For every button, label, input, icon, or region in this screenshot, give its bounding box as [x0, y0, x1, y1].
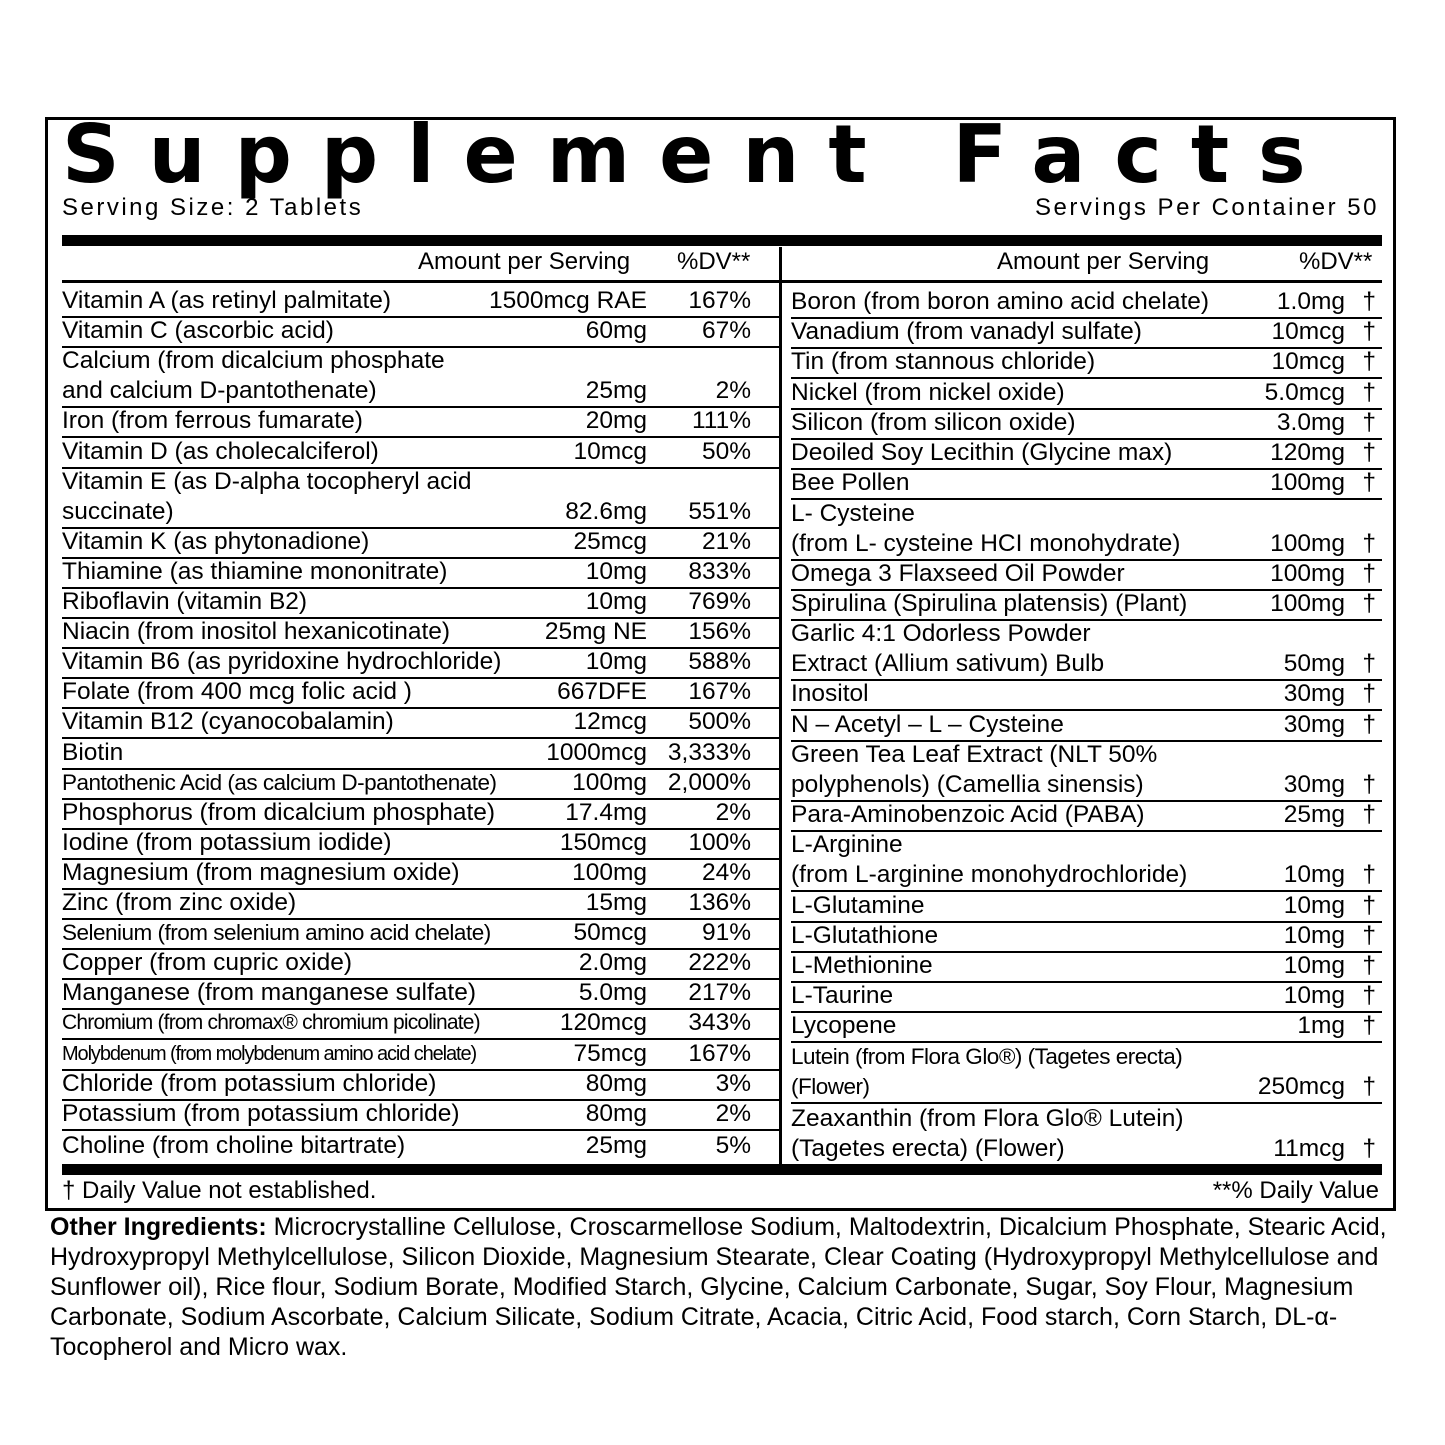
amount-per-serving: 12mcg: [573, 708, 647, 736]
amount-per-serving: 100mg: [572, 768, 647, 796]
daily-value: †: [1362, 650, 1376, 678]
amount-per-serving: 1000mcg: [546, 738, 647, 766]
daily-value: 343%: [688, 1009, 751, 1037]
nutrient-name-line: Vitamin B6 (as pyridoxine hydrochloride): [62, 648, 502, 676]
amount-per-serving: 60mg: [585, 317, 647, 345]
nutrient-name: [62, 617, 450, 647]
amount-per-serving: 1mg: [1297, 1012, 1345, 1040]
daily-value: 111%: [691, 407, 751, 435]
amount-per-serving: 10mcg: [1271, 318, 1345, 346]
amount-per-serving: 25mg: [1283, 801, 1345, 829]
nutrient-name-line: Magnesium (from magnesium oxide): [62, 858, 460, 886]
daily-value: †: [1362, 710, 1376, 738]
nutrient-row: [791, 709, 1382, 741]
nutrient-name: [791, 951, 933, 981]
nutrient-name: [62, 858, 460, 888]
nutrient-name-line: (Tagetes erecta) (Flower): [791, 1134, 1065, 1162]
nutrient-name-line: Bee Pollen: [791, 469, 910, 497]
top-thick-rule: [62, 235, 1382, 246]
nutrient-name-line: Potassium (from potassium chloride): [62, 1099, 460, 1127]
nutrient-row: [791, 408, 1382, 440]
amount-per-serving: 5.0mg: [578, 979, 647, 1007]
nutrient-name: [791, 499, 1180, 559]
daily-value: 833%: [688, 557, 751, 585]
amount-per-serving: 75mcg: [573, 1039, 647, 1067]
amount-per-serving: 10mg: [1283, 951, 1345, 979]
nutrient-name-line: Vitamin A (as retinyl palmitate): [62, 287, 392, 315]
nutrient-row: [62, 888, 779, 920]
nutrient-name: [62, 1069, 436, 1099]
nutrient-name-line: Iodine (from potassium iodide): [62, 828, 392, 856]
amount-per-serving: 5.0mcg: [1264, 378, 1345, 406]
other-ingredients-text: Microcrystalline Cellulose, Croscarmellose Sodium, Maltodextrin, Dicalcium Phosphate, Stearic Acid, Hydroxypropyl Methylcellulose, Silicon Dioxide, Magnesium Stearate, Clear Coating (Hydroxypropyl Methylcellulose and Sunflower oil), Rice flour, Sodium Borate, Modified Starch, Glycine, Calcium Carbonate, Sugar, Soy Flour, Magnesium Carbonate, Sodium Ascorbate, Calcium Silicate, Sodium Citrate, Acacia, Citric Acid, Food starch, Corn Starch, DL-α-Tocopherol and Micro wax.: [50, 1213, 1387, 1361]
nutrient-name-line: and calcium D-pantothenate): [62, 377, 377, 405]
daily-value: 222%: [688, 949, 751, 977]
nutrient-name-line: Garlic 4:1 Odorless Powder: [791, 620, 1091, 648]
nutrient-name-line: Lutein (from Flora Glo®) (Tagetes erecta): [791, 1043, 1183, 1069]
serving-size: Serving Size: 2 Tablets: [62, 194, 364, 221]
nutrient-name-line: Extract (Allium sativum) Bulb: [791, 650, 1105, 678]
nutrient-name-line: L-Arginine: [791, 831, 903, 859]
nutrient-name-line: (from L-arginine monohydrochloride): [791, 861, 1188, 889]
nutrient-name: [62, 677, 412, 707]
nutrient-name: [791, 378, 1065, 408]
servings-per-container: Servings Per Container 50: [1035, 194, 1379, 221]
nutrient-name: [62, 587, 307, 617]
nutrient-name-line: (Flower): [791, 1073, 870, 1099]
nutrient-name: [62, 738, 123, 768]
amount-per-serving: 10mg: [585, 648, 647, 676]
amount-per-serving: 25mg: [585, 1131, 647, 1159]
nutrient-name: [791, 981, 893, 1011]
nutrient-name: [62, 918, 491, 948]
amount-per-serving: 25mcg: [573, 527, 647, 555]
nutrient-name: [62, 437, 379, 467]
nutrient-name: [62, 527, 369, 557]
nutrient-name-line: Manganese (from manganese sulfate): [62, 979, 476, 1007]
other-ingredients-label: Other Ingredients:: [50, 1213, 267, 1241]
amount-per-serving: 100mg: [1270, 559, 1345, 587]
amount-per-serving: 10mg: [585, 557, 647, 585]
nutrient-name-line: Omega 3 Flaxseed Oil Powder: [791, 559, 1125, 587]
nutrient-name-line: Choline (from choline bitartrate): [62, 1131, 406, 1159]
nutrient-name-line: Zeaxanthin (from Flora Glo® Lutein): [791, 1104, 1184, 1132]
nutrient-name: [62, 286, 391, 316]
nutrient-name: [791, 287, 1209, 317]
nutrient-name-line: polyphenols) (Camellia sinensis): [791, 770, 1144, 798]
nutrient-name-line: Calcium (from dicalcium phosphate: [62, 347, 445, 375]
dagger-footnote: † Daily Value not established.: [62, 1177, 377, 1204]
right-dv-header: %DV**: [1299, 248, 1373, 275]
amount-per-serving: 100mg: [1270, 589, 1345, 617]
daily-value: 3,333%: [667, 738, 751, 766]
nutrient-name: [62, 1008, 480, 1038]
nutrient-row: [62, 467, 779, 529]
column-divider: [779, 247, 782, 1164]
nutrient-row: [62, 346, 779, 408]
nutrient-row: [791, 468, 1382, 500]
nutrient-row: [62, 948, 779, 980]
nutrient-name-line: succinate): [62, 497, 174, 525]
daily-value: 100%: [688, 828, 751, 856]
nutrient-name-line: Vitamin D (as cholecalciferol): [62, 437, 379, 465]
nutrient-row: [791, 679, 1382, 711]
nutrient-name: [791, 468, 910, 498]
nutrient-name-line: L- Cysteine: [791, 499, 915, 527]
nutrient-row: [791, 1011, 1382, 1043]
nutrient-name-line: L-Taurine: [791, 982, 894, 1010]
amount-per-serving: 250mcg: [1257, 1072, 1345, 1100]
nutrient-name: [62, 948, 352, 978]
daily-value: 167%: [688, 287, 751, 315]
nutrient-name-line: Folate (from 400 mcg folic acid ): [62, 678, 412, 706]
daily-value: 769%: [688, 588, 751, 616]
amount-per-serving: 667DFE: [557, 678, 647, 706]
daily-value: †: [1362, 982, 1376, 1010]
daily-value: 2,000%: [667, 768, 751, 796]
daily-value: †: [1362, 529, 1376, 557]
nutrient-name-line: Boron (from boron amino acid chelate): [791, 288, 1210, 316]
nutrient-name: [62, 828, 392, 858]
daily-value: †: [1362, 951, 1376, 979]
nutrient-row: [62, 828, 779, 860]
nutrient-row: [62, 557, 779, 589]
nutrient-name: [791, 679, 869, 709]
nutrient-row: [62, 617, 779, 649]
nutrient-name-line: Molybdenum (from molybdenum amino acid chelate): [62, 1042, 477, 1065]
amount-per-serving: 3.0mg: [1276, 408, 1345, 436]
nutrient-name-line: Inositol: [791, 680, 869, 708]
daily-value: †: [1362, 348, 1376, 376]
nutrient-name: [791, 408, 1076, 438]
nutrient-row: [791, 1041, 1382, 1103]
nutrient-name: [62, 557, 447, 587]
amount-per-serving: 100mg: [1270, 469, 1345, 497]
nutrient-row: [62, 316, 779, 348]
nutrient-name: [62, 1131, 405, 1161]
nutrient-name-line: Vitamin K (as phytonadione): [62, 527, 370, 555]
nutrient-name: [791, 317, 1142, 347]
daily-value: 217%: [688, 979, 751, 1007]
nutrient-name-line: Vanadium (from vanadyl sulfate): [791, 318, 1142, 346]
nutrient-row: [62, 286, 779, 318]
nutrient-name-line: Chromium (from chromax® chromium picolinate): [62, 1011, 480, 1035]
nutrient-name-line: (from L- cysteine HCI monohydrate): [791, 529, 1181, 557]
daily-value: †: [1362, 378, 1376, 406]
nutrient-name-line: Iron (from ferrous fumarate): [62, 407, 363, 435]
amount-per-serving: 10mg: [585, 588, 647, 616]
nutrient-name-line: Vitamin E (as D-alpha tocopheryl acid: [62, 467, 472, 495]
daily-value: †: [1362, 288, 1376, 316]
nutrient-name: [791, 438, 1172, 468]
nutrient-name-line: Biotin: [62, 738, 124, 766]
nutrient-name: [791, 589, 1187, 619]
nutrient-row: [791, 951, 1382, 983]
nutrient-name-line: Tin (from stannous chloride): [791, 348, 1096, 376]
amount-per-serving: 11mcg: [1273, 1134, 1345, 1162]
nutrient-name-line: Chloride (from potassium chloride): [62, 1069, 437, 1097]
amount-per-serving: 30mg: [1283, 770, 1345, 798]
nutrient-name: [62, 467, 471, 527]
nutrient-row: [791, 921, 1382, 953]
amount-per-serving: 25mg: [585, 377, 647, 405]
nutrient-row: [791, 287, 1382, 319]
nutrient-row: [791, 317, 1382, 349]
nutrient-name: [791, 891, 924, 921]
nutrient-name-line: Phosphorus (from dicalcium phosphate): [62, 798, 496, 826]
daily-value: †: [1362, 1134, 1376, 1162]
nutrient-name-line: Vitamin B12 (cyanocobalamin): [62, 708, 394, 736]
nutrient-row: [62, 707, 779, 739]
left-dv-header: %DV**: [677, 248, 751, 275]
nutrient-name: [62, 1039, 476, 1069]
daily-value: †: [1362, 680, 1376, 708]
daily-value: 136%: [688, 889, 751, 917]
daily-value: †: [1362, 408, 1376, 436]
nutrient-name-line: N – Acetyl – L – Cysteine: [791, 710, 1064, 738]
nutrient-name-line: Niacin (from inositol hexanicotinate): [62, 618, 451, 646]
nutrient-row: [791, 378, 1382, 410]
nutrient-name: [62, 707, 394, 737]
nutrient-name: [791, 740, 1157, 800]
nutrient-row: [791, 438, 1382, 470]
nutrient-row: [791, 619, 1382, 681]
daily-value: 167%: [688, 1039, 751, 1067]
daily-value: 5%: [715, 1131, 751, 1159]
daily-value: †: [1362, 1012, 1376, 1040]
left-amount-header: Amount per Serving: [418, 248, 631, 275]
amount-per-serving: 100mg: [1270, 529, 1345, 557]
daily-value: 21%: [701, 527, 751, 555]
nutrient-name: [791, 830, 1187, 890]
dv-footnote: **% Daily Value: [1212, 1177, 1379, 1204]
amount-per-serving: 80mg: [585, 1069, 647, 1097]
daily-value: 3%: [715, 1069, 751, 1097]
daily-value: †: [1362, 318, 1376, 346]
daily-value: †: [1362, 439, 1376, 466]
amount-per-serving: 20mg: [585, 407, 647, 435]
nutrient-row: [62, 1069, 779, 1101]
right-amount-header: Amount per Serving: [997, 248, 1210, 275]
nutrient-name-line: L-Glutamine: [791, 891, 925, 919]
daily-value: †: [1362, 770, 1376, 798]
nutrient-name: [62, 346, 445, 406]
amount-per-serving: 82.6mg: [565, 497, 647, 525]
nutrient-row: [62, 1099, 779, 1131]
nutrient-name: [62, 316, 334, 346]
nutrient-name: [791, 1011, 896, 1041]
daily-value: 2%: [715, 377, 751, 405]
nutrient-row: [791, 559, 1382, 591]
nutrient-row: [62, 1129, 779, 1161]
amount-per-serving: 2.0mg: [578, 949, 647, 977]
nutrient-name: [791, 1042, 1182, 1102]
amount-per-serving: 10mcg: [1271, 348, 1345, 376]
nutrient-row: [62, 647, 779, 679]
daily-value: 2%: [715, 798, 751, 826]
nutrient-name-line: Zinc (from zinc oxide): [62, 889, 297, 917]
nutrient-name-line: Spirulina (Spirulina platensis) (Plant): [791, 589, 1188, 617]
daily-value: †: [1362, 891, 1376, 919]
nutrient-name-line: Thiamine (as thiamine mononitrate): [62, 557, 448, 585]
daily-value: 167%: [688, 678, 751, 706]
panel-title: Supplement Facts: [62, 108, 1335, 201]
nutrient-name: [62, 798, 495, 828]
amount-per-serving: 10mg: [1283, 891, 1345, 919]
nutrient-name-line: L-Methionine: [791, 951, 933, 979]
amount-per-serving: 15mg: [585, 889, 647, 917]
amount-per-serving: 10mg: [1283, 861, 1345, 889]
nutrient-name-line: Riboflavin (vitamin B2): [62, 588, 308, 616]
nutrient-row: [791, 498, 1382, 560]
daily-value: 50%: [701, 437, 751, 465]
nutrient-name: [791, 710, 1064, 740]
nutrient-name: [62, 647, 501, 677]
nutrient-row: [62, 768, 779, 800]
nutrient-name-line: Green Tea Leaf Extract (NLT 50%: [791, 740, 1158, 768]
nutrient-name-line: Silicon (from silicon oxide): [791, 408, 1076, 436]
amount-per-serving: 100mg: [572, 858, 647, 886]
nutrient-row: [791, 830, 1382, 892]
nutrient-name: [791, 800, 1145, 830]
nutrient-name: [62, 406, 363, 436]
nutrient-name-line: Selenium (from selenium amino acid chelate): [62, 920, 491, 946]
daily-value: 500%: [688, 708, 751, 736]
amount-per-serving: 10mcg: [573, 437, 647, 465]
nutrient-name: [791, 921, 938, 951]
amount-per-serving: 150mcg: [559, 828, 647, 856]
daily-value: 91%: [701, 919, 751, 947]
nutrient-name-line: Vitamin C (ascorbic acid): [62, 317, 334, 345]
nutrient-name: [791, 559, 1125, 589]
nutrient-name: [791, 347, 1095, 377]
nutrient-name-line: Deoiled Soy Lecithin (Glycine max): [791, 439, 1173, 466]
nutrient-row: [791, 740, 1382, 802]
amount-per-serving: 120mcg: [559, 1009, 647, 1037]
amount-per-serving: 120mg: [1270, 439, 1345, 466]
daily-value: 588%: [688, 648, 751, 676]
amount-per-serving: 80mg: [585, 1099, 647, 1127]
nutrient-row: [791, 589, 1382, 621]
nutrient-name-line: Lycopene: [791, 1012, 897, 1040]
amount-per-serving: 25mg NE: [544, 618, 647, 646]
nutrient-name-line: Nickel (from nickel oxide): [791, 378, 1065, 406]
amount-per-serving: 10mg: [1283, 921, 1345, 949]
nutrient-row: [62, 858, 779, 890]
daily-value: 24%: [701, 858, 751, 886]
nutrient-row: [791, 347, 1382, 379]
nutrient-row: [62, 677, 779, 709]
amount-per-serving: 50mg: [1283, 650, 1345, 678]
nutrient-row: [791, 1102, 1382, 1164]
nutrient-name: [791, 1104, 1184, 1164]
amount-per-serving: 30mg: [1283, 680, 1345, 708]
nutrient-name-line: Pantothenic Acid (as calcium D-pantothenate): [62, 769, 497, 795]
daily-value: 67%: [701, 317, 751, 345]
nutrient-name-line: Para-Aminobenzoic Acid (PABA): [791, 801, 1145, 829]
nutrient-name-line: L-Glutathione: [791, 921, 939, 949]
nutrient-name: [62, 888, 296, 918]
nutrient-row: [62, 1039, 779, 1071]
nutrient-name: [62, 978, 476, 1008]
daily-value: †: [1362, 861, 1376, 889]
nutrient-row: [791, 890, 1382, 922]
amount-per-serving: 10mg: [1283, 982, 1345, 1010]
nutrient-row: [62, 798, 779, 830]
daily-value: 2%: [715, 1099, 751, 1127]
other-ingredients: [50, 1212, 1390, 1362]
daily-value: †: [1362, 921, 1376, 949]
nutrient-row: [62, 1008, 779, 1040]
nutrient-name: [62, 1099, 460, 1129]
nutrient-row: [62, 587, 779, 619]
nutrient-row: [62, 918, 779, 950]
nutrient-row: [62, 738, 779, 770]
nutrient-row: [62, 527, 779, 559]
nutrient-row: [62, 978, 779, 1010]
nutrient-row: [791, 800, 1382, 832]
daily-value: †: [1362, 801, 1376, 829]
amount-per-serving: 30mg: [1283, 710, 1345, 738]
header-rule-left: [62, 280, 779, 283]
daily-value: †: [1362, 559, 1376, 587]
nutrient-name-line: Copper (from cupric oxide): [62, 949, 353, 977]
bottom-thick-rule: [62, 1164, 1382, 1175]
nutrient-row: [62, 437, 779, 469]
daily-value: †: [1362, 589, 1376, 617]
daily-value: †: [1362, 469, 1376, 497]
daily-value: 551%: [688, 497, 751, 525]
daily-value: †: [1362, 1072, 1376, 1100]
nutrient-row: [791, 981, 1382, 1013]
amount-per-serving: 50mcg: [573, 919, 647, 947]
amount-per-serving: 1.0mg: [1276, 288, 1345, 316]
amount-per-serving: 1500mcg RAE: [489, 287, 647, 315]
nutrient-name: [62, 768, 497, 798]
amount-per-serving: 17.4mg: [565, 798, 647, 826]
daily-value: 156%: [688, 618, 751, 646]
header-rule-right: [782, 280, 1382, 283]
nutrient-row: [62, 406, 779, 438]
nutrient-name: [791, 619, 1104, 679]
